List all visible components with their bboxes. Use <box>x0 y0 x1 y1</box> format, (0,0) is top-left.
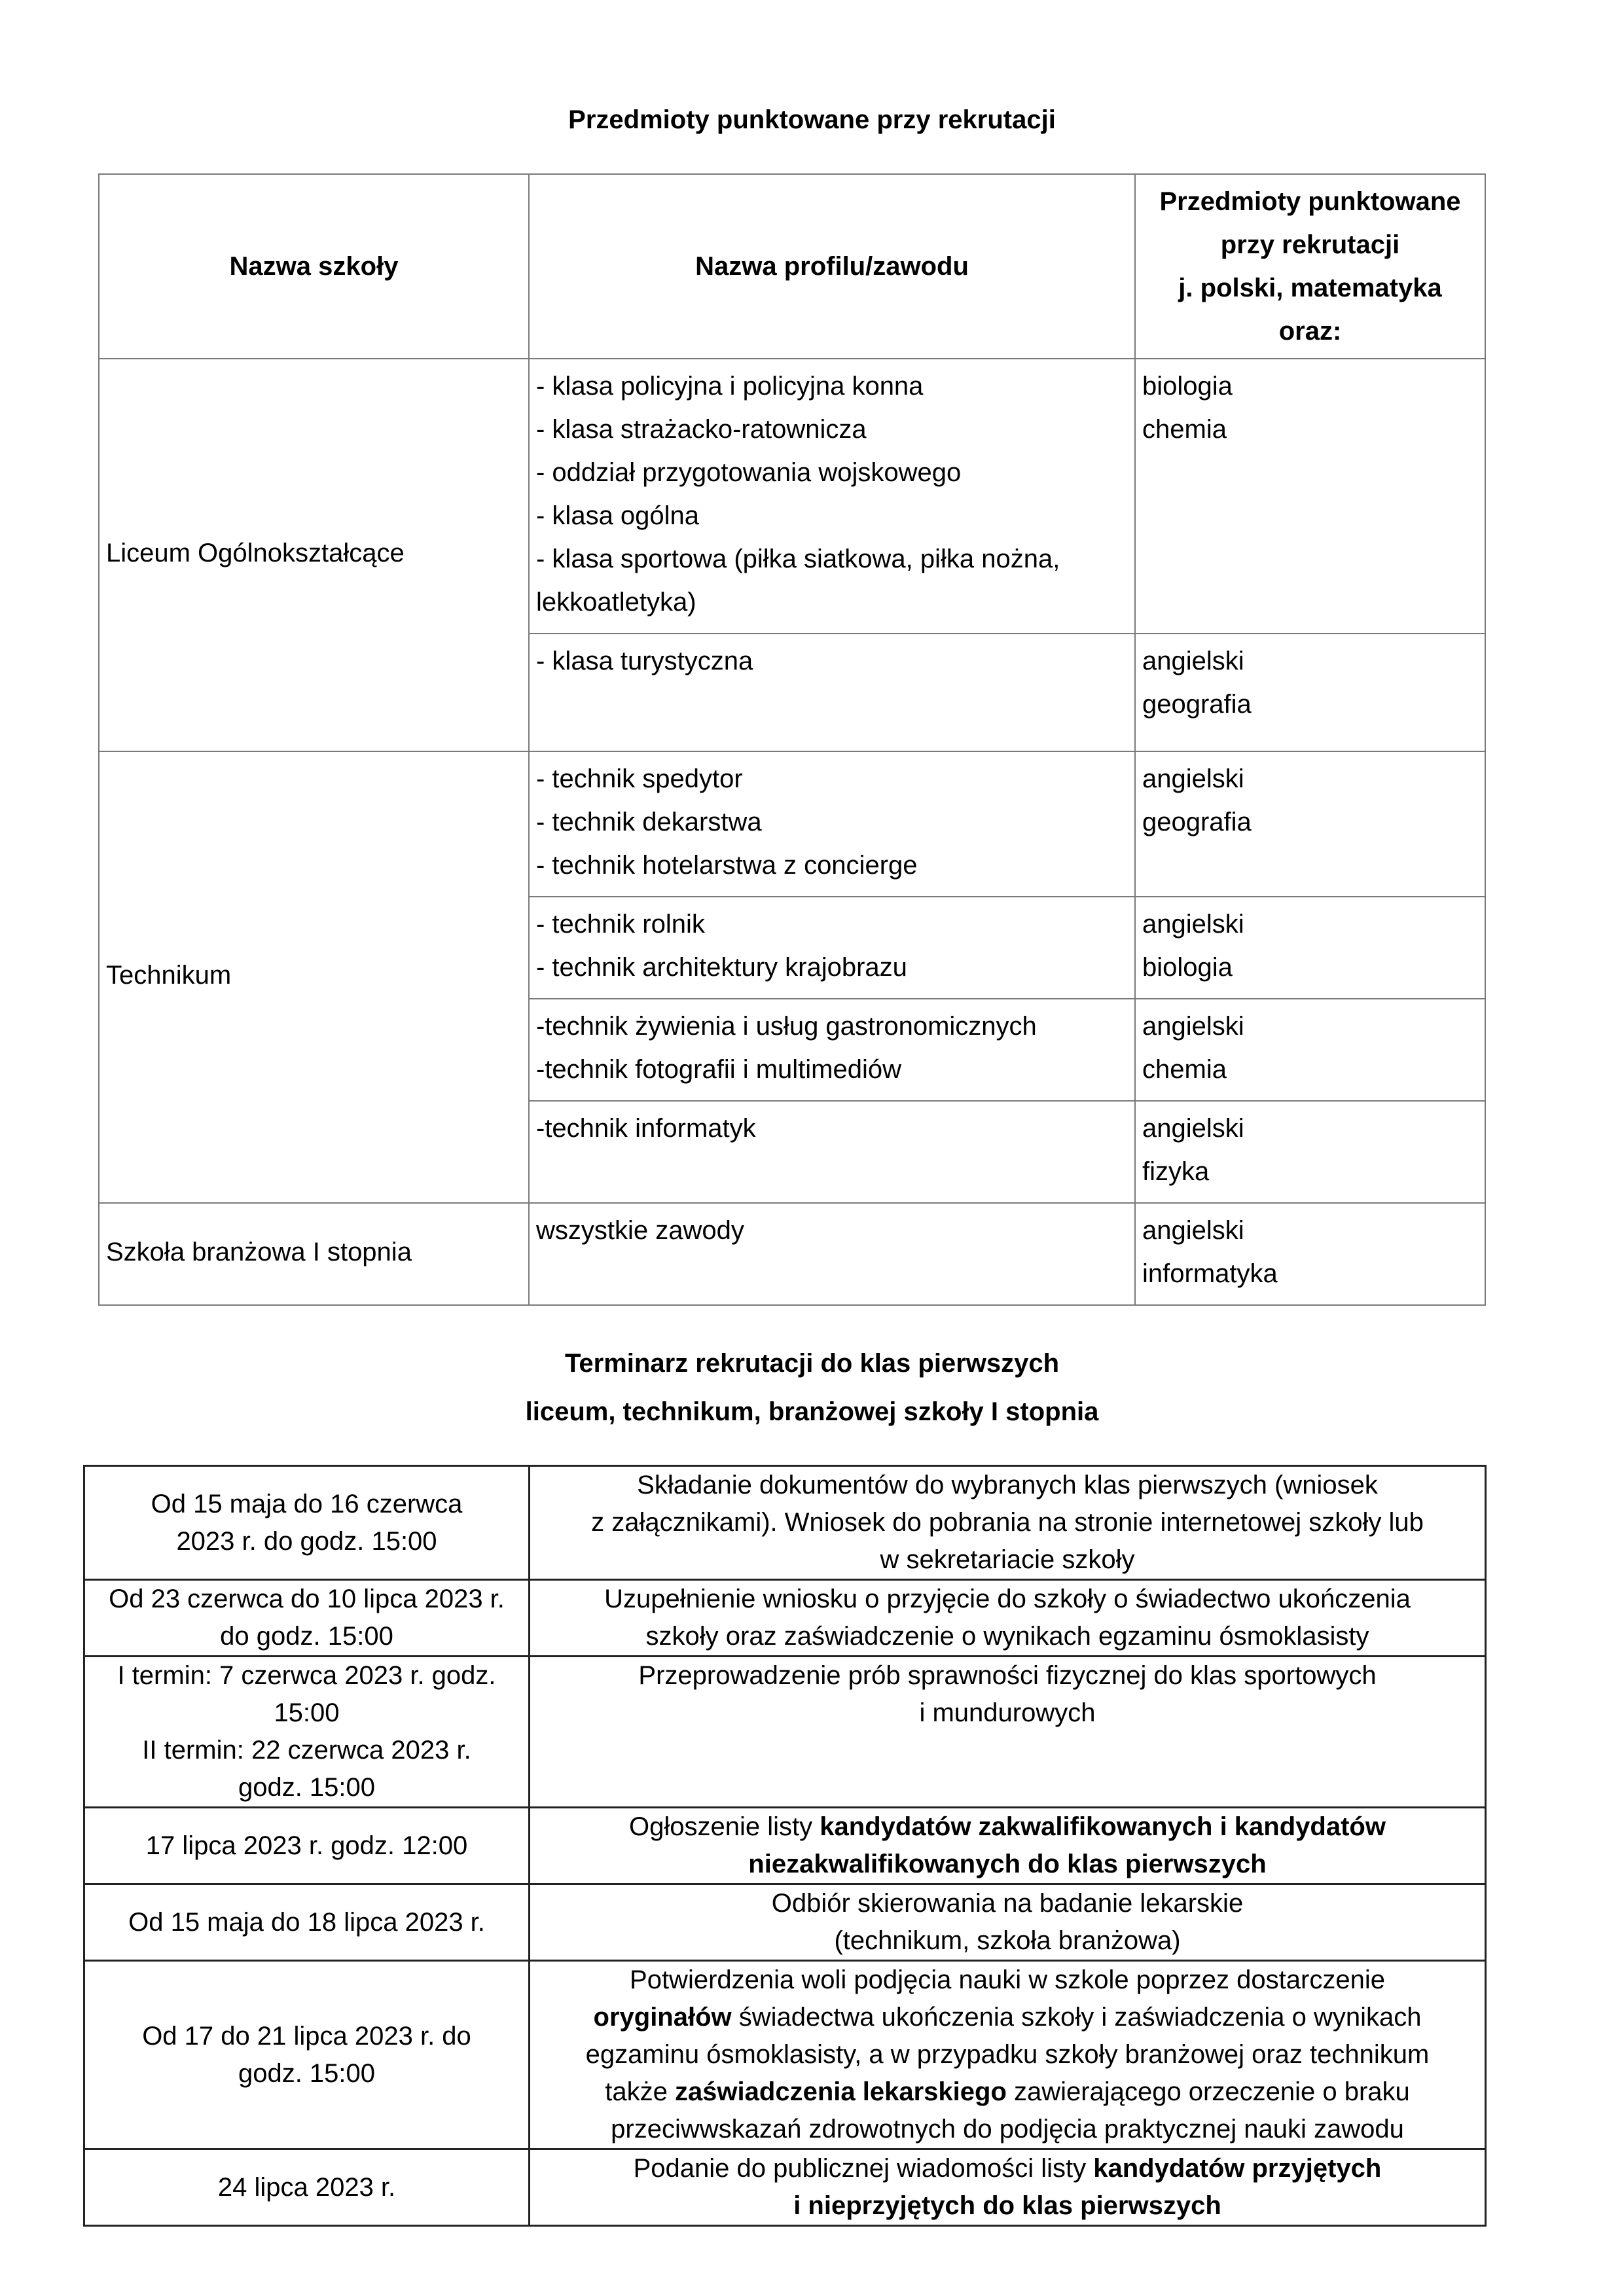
description-line <box>541 1808 1474 1846</box>
profile-cell <box>529 359 1135 634</box>
subject-line: angielski <box>1142 1216 1244 1245</box>
subject-line: geografia <box>1142 690 1252 719</box>
date-line: I termin: 7 czerwca 2023 r. godz. <box>117 1661 496 1690</box>
description-bold-text: kandydatów zakwalifikowanych i kandydatów <box>820 1812 1386 1841</box>
date-line: Od 23 czerwca do 10 lipca 2023 r. <box>109 1585 505 1613</box>
description-cell <box>530 1884 1486 1961</box>
subjects-cell <box>1135 897 1485 999</box>
schedule-row <box>84 1808 1486 1884</box>
description-text: Odbiór skierowania na badanie lekarskie <box>771 1889 1244 1918</box>
description-cell <box>530 1961 1486 2149</box>
table-row <box>99 359 1485 634</box>
description-cell <box>530 1580 1486 1657</box>
description-text: przeciwwskazań zdrowotnych do podjęcia praktycznej nauki zawodu <box>611 2115 1404 2144</box>
description-cell <box>530 1657 1486 1808</box>
date-line: 17 lipca 2023 r. godz. 12:00 <box>145 1831 468 1860</box>
subjects-table <box>98 173 1486 1306</box>
schedule-row <box>84 1657 1486 1808</box>
profile-line: - technik rolnik <box>536 910 705 939</box>
profile-line: - technik spedytor <box>536 764 743 793</box>
date-cell <box>84 1657 530 1808</box>
header-subjects-line: Przedmioty punktowane <box>1159 187 1461 216</box>
table-row <box>99 751 1485 897</box>
description-text: szkoły oraz zaświadczenie o wynikach egzaminu ósmoklasisty <box>645 1622 1369 1651</box>
description-line <box>541 2187 1474 2225</box>
profile-line: - oddział przygotowania wojskowego <box>536 458 962 487</box>
schedule-row <box>84 1580 1486 1657</box>
school-name-cell: Szkoła branżowa I stopnia <box>99 1203 529 1305</box>
subject-line: fizyka <box>1142 1157 1210 1186</box>
title-points: Przedmioty punktowane przy rekrutacji <box>568 105 1056 134</box>
subject-line: angielski <box>1142 910 1244 939</box>
description-bold-text: i nieprzyjętych do klas pierwszych <box>793 2191 1221 2220</box>
subjects-cell <box>1135 1203 1485 1305</box>
profile-line: - klasa sportowa (piłka siatkowa, piłka nożna, <box>536 545 1060 573</box>
date-cell <box>84 1884 530 1961</box>
description-line <box>541 1999 1474 2036</box>
date-line: 2023 r. do godz. 15:00 <box>176 1526 437 1556</box>
description-line <box>541 2150 1474 2187</box>
schedule-table <box>83 1465 1487 2227</box>
description-line <box>541 1846 1474 1883</box>
description-line <box>541 1618 1474 1655</box>
description-text: z załącznikami). Wniosek do pobrania na stronie internetowej szkoły lub <box>591 1508 1424 1537</box>
description-text: zawierającego orzeczenie o braku <box>1006 2077 1410 2106</box>
description-bold-text: niezakwalifikowanych do klas pierwszych <box>748 1850 1267 1878</box>
subjects-cell <box>1135 359 1485 634</box>
description-line <box>541 2036 1474 2073</box>
subject-line: chemia <box>1142 1055 1227 1084</box>
header-subjects-line: przy rekrutacji <box>1220 230 1400 259</box>
description-line <box>541 1504 1474 1541</box>
description-line <box>541 1885 1474 1922</box>
date-line: godz. 15:00 <box>238 2058 376 2088</box>
date-line: 24 lipca 2023 r. <box>217 2172 396 2202</box>
profile-line: - klasa ogólna <box>536 501 700 530</box>
description-text: także <box>605 2077 675 2106</box>
header-subjects-line: j. polski, matematyka <box>1178 274 1442 302</box>
profile-cell <box>529 634 1135 751</box>
date-cell <box>84 1580 530 1657</box>
subjects-cell <box>1135 1101 1485 1203</box>
description-text: Potwierdzenia woli podjęcia nauki w szkole poprzez dostarczenie <box>630 1965 1385 1994</box>
date-line: Od 15 maja do 18 lipca 2023 r. <box>128 1907 485 1937</box>
header-school: Nazwa szkoły <box>99 174 529 359</box>
profile-line: - technik dekarstwa <box>536 808 762 836</box>
profile-line: - technik hotelarstwa z concierge <box>536 851 918 880</box>
profile-cell <box>529 1101 1135 1203</box>
description-line <box>541 1541 1474 1579</box>
date-cell <box>84 1808 530 1884</box>
date-line: do godz. 15:00 <box>220 1622 393 1651</box>
description-cell <box>530 2149 1486 2226</box>
schedule-row <box>84 2149 1486 2226</box>
schedule-row <box>84 1466 1486 1580</box>
subjects-cell <box>1135 751 1485 897</box>
profile-line: - klasa turystyczna <box>536 647 753 675</box>
school-name-cell: Technikum <box>99 751 529 1203</box>
schedule-row <box>84 1961 1486 2149</box>
date-cell <box>84 1466 530 1580</box>
date-cell <box>84 1961 530 2149</box>
profile-line: wszystkie zawody <box>536 1216 744 1245</box>
description-text: Podanie do publicznej wiadomości listy <box>633 2154 1094 2183</box>
profile-line: lekkoatletyka) <box>536 588 696 617</box>
subject-line: geografia <box>1142 808 1252 836</box>
date-line: II termin: 22 czerwca 2023 r. <box>142 1736 471 1765</box>
profile-cell <box>529 897 1135 999</box>
description-line <box>541 1467 1474 1504</box>
profile-line: -technik fotografii i multimediów <box>536 1055 901 1084</box>
description-text: Składanie dokumentów do wybranych klas pierwszych (wniosek <box>637 1471 1378 1499</box>
header-profile: Nazwa profilu/zawodu <box>529 174 1135 359</box>
title-schedule-line-2: liceum, technikum, branżowej szkoły I stopnia <box>525 1397 1099 1426</box>
description-text: Przeprowadzenie prób sprawności fizycznej do klas sportowych <box>638 1661 1377 1690</box>
description-cell <box>530 1808 1486 1884</box>
description-bold-text: zaświadczenia lekarskiego <box>674 2077 1007 2106</box>
profile-cell <box>529 999 1135 1101</box>
profile-line: - klasa policyjna i policyjna konna <box>536 372 924 401</box>
profile-line: - klasa strażacko-ratownicza <box>536 415 867 444</box>
date-cell <box>84 2149 530 2226</box>
description-text: (technikum, szkoła branżowa) <box>834 1926 1181 1955</box>
subject-line: chemia <box>1142 415 1227 444</box>
description-text: i mundurowych <box>919 1698 1096 1727</box>
profile-line: -technik informatyk <box>536 1114 756 1143</box>
header-subjects <box>1135 174 1485 359</box>
description-bold-text: kandydatów przyjętych <box>1093 2154 1382 2183</box>
description-line <box>541 1922 1474 1960</box>
subjects-cell <box>1135 999 1485 1101</box>
profile-cell <box>529 751 1135 897</box>
description-line <box>541 2073 1474 2111</box>
subject-line: angielski <box>1142 1012 1244 1041</box>
profile-line: - technik architektury krajobrazu <box>536 953 907 982</box>
date-line: godz. 15:00 <box>238 1773 376 1802</box>
subject-line: angielski <box>1142 764 1244 793</box>
school-name-cell: Liceum Ogólnokształcące <box>99 359 529 751</box>
description-text: Uzupełnienie wniosku o przyjęcie do szkoły o świadectwo ukończenia <box>604 1585 1411 1613</box>
subject-line: informatyka <box>1142 1259 1278 1288</box>
description-text: w sekretariacie szkoły <box>880 1545 1135 1574</box>
profile-cell <box>529 1203 1135 1305</box>
date-line: Od 17 do 21 lipca 2023 r. do <box>142 2021 471 2051</box>
description-bold-text: oryginałów <box>593 2003 732 2032</box>
profile-line: -technik żywienia i usług gastronomicznych <box>536 1012 1037 1041</box>
subjects-cell <box>1135 634 1485 751</box>
description-text: egzaminu ósmoklasisty, a w przypadku szkoły branżowej oraz technikum <box>585 2040 1430 2069</box>
description-line <box>541 1695 1474 1732</box>
description-cell <box>530 1466 1486 1580</box>
table-row <box>99 1203 1485 1305</box>
description-line <box>541 1962 1474 1999</box>
schedule-row <box>84 1884 1486 1961</box>
date-line: 15:00 <box>274 1698 340 1727</box>
subject-line: biologia <box>1142 953 1233 982</box>
subject-line: angielski <box>1142 1114 1244 1143</box>
date-line: Od 15 maja do 16 czerwca <box>151 1489 463 1518</box>
description-text: Ogłoszenie listy <box>629 1812 820 1841</box>
subject-line: angielski <box>1142 647 1244 675</box>
description-line <box>541 1581 1474 1618</box>
header-subjects-line: oraz: <box>1278 317 1342 346</box>
description-text: świadectwa ukończenia szkoły i zaświadczenia o wynikach <box>731 2003 1422 2032</box>
title-schedule-line-1: Terminarz rekrutacji do klas pierwszych <box>564 1349 1060 1378</box>
description-line <box>541 2111 1474 2148</box>
description-line <box>541 1657 1474 1695</box>
subject-line: biologia <box>1142 372 1233 401</box>
